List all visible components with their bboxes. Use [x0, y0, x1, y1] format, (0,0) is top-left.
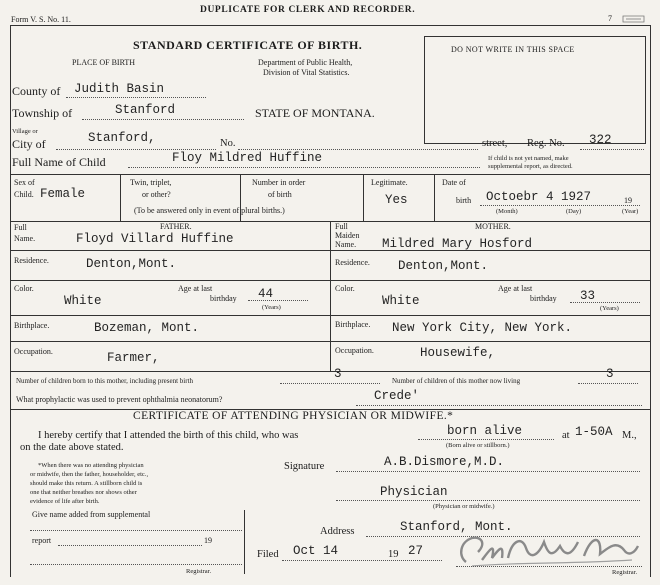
father-name-label: Name. — [14, 234, 36, 243]
prophylactic-label: What prophylactic was used to prevent ophthalmia neonatorum? — [16, 395, 223, 404]
at-label: at — [562, 430, 570, 441]
certify-statement: I hereby certify that I attended the birth of this child, who was — [38, 430, 299, 441]
legitimate-value: Yes — [385, 193, 408, 207]
year-prefix: 19 — [624, 196, 632, 205]
father-birthplace-label: Birthplace. — [14, 321, 50, 330]
day-label: (Day) — [566, 208, 582, 215]
child-name-label: Full Name of Child — [12, 155, 106, 169]
father-occupation-label: Occupation. — [14, 347, 53, 356]
twin-label: Twin, triplet, — [130, 178, 172, 187]
father-age-label: Age at last — [178, 284, 213, 293]
father-name-value: Floyd Villard Huffine — [76, 232, 234, 246]
mother-name-value: Mildred Mary Hosford — [382, 237, 533, 251]
mother-color-label: Color. — [335, 284, 355, 293]
state-label: STATE OF MONTANA. — [255, 106, 375, 120]
supplemental-note: supplemental report, as directed. — [488, 163, 573, 170]
form-number: Form V. S. No. 11. — [11, 15, 71, 24]
filed-label: Filed — [257, 549, 279, 560]
footnote-line-2: or midwife, then the father, householder, etc., — [30, 471, 149, 478]
father-birthday-label: birthday — [210, 294, 237, 303]
birth-label: birth — [456, 196, 472, 205]
footnote-line-1: *When there was no attending physician — [38, 462, 144, 469]
mother-birthday-label: birthday — [530, 294, 557, 303]
supplemental-registrar-label: Registrar. — [186, 568, 212, 575]
reg-number-label: Reg. No. — [527, 138, 565, 149]
children-living-value: 3 — [606, 367, 614, 381]
mother-maiden-label: Maiden — [335, 231, 360, 240]
supplemental-year-prefix: 19 — [204, 536, 212, 545]
month-label: (Month) — [496, 208, 518, 215]
township-value: Stanford — [115, 103, 176, 117]
children-born-label: Number of children born to this mother, including present birth — [16, 377, 194, 385]
not-named-note: If child is not yet named, make — [488, 155, 569, 162]
father-full-label: Full — [14, 223, 27, 232]
father-color-value: White — [64, 294, 102, 308]
township-label: Township of — [12, 106, 73, 120]
street-label: street, — [482, 138, 508, 149]
plural-births-note: (To be answered only in event of plural births.) — [134, 206, 285, 215]
legitimate-label: Legitimate. — [371, 178, 408, 187]
physician-heading: CERTIFICATE OF ATTENDING PHYSICIAN OR MIDWIFE.* — [133, 410, 454, 422]
do-not-write-label: DO NOT WRITE IN THIS SPACE — [451, 45, 575, 54]
father-occupation-value: Farmer, — [107, 351, 160, 365]
mother-occupation-label: Occupation. — [335, 346, 374, 355]
page-mark: 7 — [608, 14, 612, 23]
certificate-title: STANDARD CERTIFICATE OF BIRTH. — [133, 38, 363, 52]
corner-stamp-icon — [622, 14, 646, 24]
mother-name-label: Name. — [335, 240, 357, 249]
number-label: No. — [220, 138, 236, 149]
division-line: Division of Vital Statistics. — [263, 68, 350, 77]
department-line: Department of Public Health, — [258, 58, 353, 67]
city-value: Stanford, — [88, 131, 156, 145]
county-value: Judith Basin — [74, 82, 165, 96]
filed-year-prefix: 19 — [388, 549, 399, 560]
address-label: Address — [320, 526, 355, 537]
footnote-line-4: one that neither breathes nor shows other — [30, 489, 137, 496]
village-label: Village or — [12, 128, 38, 135]
footnote-line-5: evidence of life after birth. — [30, 498, 100, 505]
reg-number-value: 322 — [589, 133, 612, 147]
born-note: (Born alive or stillborn.) — [446, 442, 510, 449]
sex-value: Female — [40, 187, 86, 201]
children-living-label: Number of children of this mother now living — [392, 377, 521, 385]
mother-birthplace-label: Birthplace. — [335, 320, 371, 329]
mother-color-value: White — [382, 294, 420, 308]
father-years-label: (Years) — [262, 304, 281, 311]
supplemental-label: Give name added from supplemental — [32, 510, 151, 519]
father-residence-value: Denton,Mont. — [86, 257, 177, 271]
father-residence-label: Residence. — [14, 256, 49, 265]
mother-full-label: Full — [335, 222, 348, 231]
order-label: Number in order — [252, 178, 306, 187]
father-heading: FATHER. — [160, 222, 192, 231]
filed-year-value: 27 — [408, 544, 424, 558]
sex-label-2: Child. — [14, 190, 34, 199]
father-age-value: 44 — [258, 287, 274, 301]
year-label: (Year) — [622, 208, 639, 215]
duplicate-title: DUPLICATE FOR CLERK AND RECORDER. — [200, 5, 416, 15]
date-of-label: Date of — [442, 178, 466, 187]
mother-age-value: 33 — [580, 289, 596, 303]
place-of-birth-label: PLACE OF BIRTH — [72, 58, 136, 67]
father-birthplace-value: Bozeman, Mont. — [94, 321, 200, 335]
mother-occupation-value: Housewife, — [420, 346, 496, 360]
sex-label: Sex of — [14, 178, 35, 187]
child-name-value: Floy Mildred Huffine — [172, 151, 323, 165]
mother-birthplace-value: New York City, New York. — [392, 321, 573, 335]
address-value: Stanford, Mont. — [400, 520, 513, 534]
county-label: County of — [12, 84, 61, 98]
city-label: City of — [12, 137, 46, 151]
signature-value: A.B.Dismore,M.D. — [384, 455, 505, 469]
parents-divider — [330, 221, 331, 371]
header-rule — [10, 25, 650, 26]
mother-age-label: Age at last — [498, 284, 533, 293]
mother-heading: MOTHER. — [475, 222, 511, 231]
filed-date-value: Oct 14 — [293, 544, 339, 558]
mother-years-label: (Years) — [600, 305, 619, 312]
reserved-box — [424, 36, 646, 144]
mother-residence-value: Denton,Mont. — [398, 259, 489, 273]
born-alive-value: born alive — [447, 424, 523, 438]
date-stated-line: on the date above stated. — [20, 442, 124, 453]
supplemental-bracket — [244, 510, 245, 574]
child-row-top-rule — [10, 174, 650, 175]
prophylactic-value: Crede' — [374, 389, 420, 403]
order-label-2: of birth — [268, 190, 292, 199]
footnote-line-3: should make this return. A stillborn child is — [30, 480, 143, 487]
time-value: 1-50A — [575, 425, 613, 439]
signature-label: Signature — [284, 461, 325, 472]
filing-registrar-label: Registrar. — [612, 569, 638, 576]
birth-date-value: Octoebr 4 1927 — [486, 190, 592, 204]
physician-title-note: (Physician or midwife.) — [433, 503, 495, 510]
children-born-value: 3 — [334, 367, 342, 381]
mother-residence-label: Residence. — [335, 258, 370, 267]
twin-label-2: or other? — [142, 190, 171, 199]
meridiem-label: M., — [622, 430, 637, 441]
father-color-label: Color. — [14, 284, 34, 293]
supplemental-report-label: report — [32, 536, 52, 545]
physician-title-value: Physician — [380, 485, 448, 499]
